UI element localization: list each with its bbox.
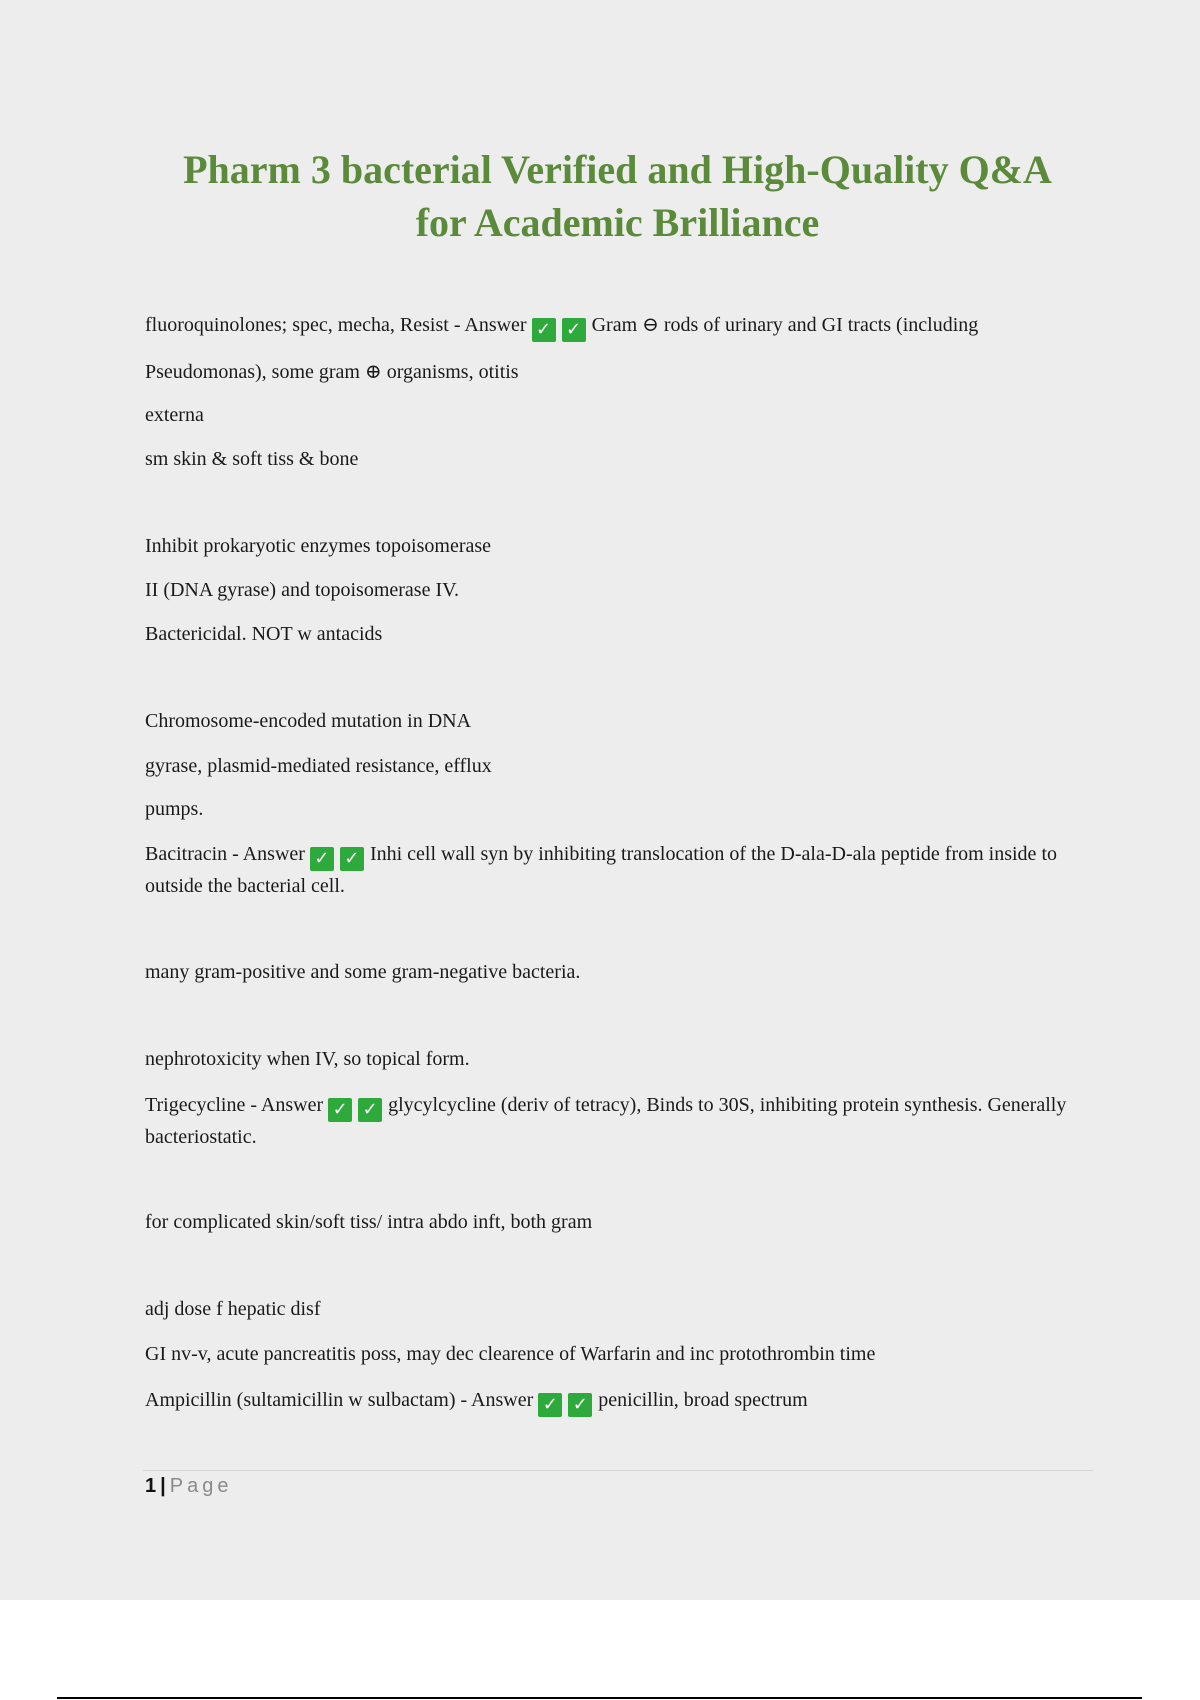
- title-line-1: Pharm 3 bacterial Verified and High-Quality Q&A: [183, 147, 1052, 192]
- qa-bacitracin: [145, 839, 1080, 901]
- check-mark-icon: ✓: [340, 847, 364, 871]
- check-mark-icon: ✓: [532, 318, 556, 342]
- qa-trigecycline: [145, 1090, 1080, 1152]
- question-text: fluoroquinolones; spec, mecha, Resist - Answer: [145, 314, 527, 336]
- answer-line: GI nv-v, acute pancreatitis poss, may dec clearence of Warfarin and inc protothrombin time: [145, 1343, 876, 1365]
- answer-line: many gram-positive and some gram-negative bacteria.: [145, 961, 581, 983]
- qa-ampicillin: [145, 1385, 808, 1417]
- qa-fluoroquinolones: [145, 310, 978, 342]
- question-text: Bacitracin - Answer: [145, 843, 305, 865]
- page-label: Page: [169, 1475, 233, 1497]
- answer-line: Pseudomonas), some gram ⊕ organisms, otitis: [145, 361, 519, 383]
- answer-text: glycylcycline (deriv of tetracy), Binds to 30S, inhibiting protein synthesis. Generally bacteriostatic.: [145, 1094, 1067, 1148]
- answer-line: gyrase, plasmid-mediated resistance, efflux: [145, 755, 492, 777]
- bottom-divider: [57, 1697, 1142, 1699]
- answer-text: penicillin, broad spectrum: [598, 1389, 808, 1411]
- answer-line: Bactericidal. NOT w antacids: [145, 623, 383, 645]
- answer-line: Chromosome-encoded mutation in DNA: [145, 710, 472, 732]
- answer-text: Inhi cell wall syn by inhibiting translocation of the D-ala-D-ala peptide from inside to outside the bacterial cell.: [145, 843, 1057, 897]
- check-mark-icon: ✓: [538, 1393, 562, 1417]
- footer-separator: |: [160, 1475, 166, 1497]
- page-footer: [145, 1472, 232, 1500]
- page-number: 1: [145, 1475, 157, 1497]
- question-text: Ampicillin (sultamicillin w sulbactam) - Answer: [145, 1389, 534, 1411]
- check-mark-icon: ✓: [358, 1098, 382, 1122]
- answer-line: II (DNA gyrase) and topoisomerase IV.: [145, 579, 459, 601]
- answer-line: pumps.: [145, 798, 204, 820]
- check-mark-icon: ✓: [310, 847, 334, 871]
- answer-line: for complicated skin/soft tiss/ intra abdo inft, both gram: [145, 1211, 593, 1233]
- document-title: [120, 143, 1115, 249]
- answer-line: nephrotoxicity when IV, so topical form.: [145, 1048, 470, 1070]
- title-line-2: for Academic Brilliance: [415, 200, 820, 245]
- check-mark-icon: ✓: [568, 1393, 592, 1417]
- answer-line: adj dose f hepatic disf: [145, 1298, 321, 1320]
- answer-line: Inhibit prokaryotic enzymes topoisomerase: [145, 535, 492, 557]
- answer-line: sm skin & soft tiss & bone: [145, 448, 359, 470]
- answer-text: Gram ⊖ rods of urinary and GI tracts (including: [591, 314, 979, 336]
- question-text: Trigecycline - Answer: [145, 1094, 324, 1116]
- check-mark-icon: ✓: [562, 318, 586, 342]
- check-mark-icon: ✓: [328, 1098, 352, 1122]
- answer-line: externa: [145, 404, 204, 426]
- footer-divider: [143, 1470, 1093, 1471]
